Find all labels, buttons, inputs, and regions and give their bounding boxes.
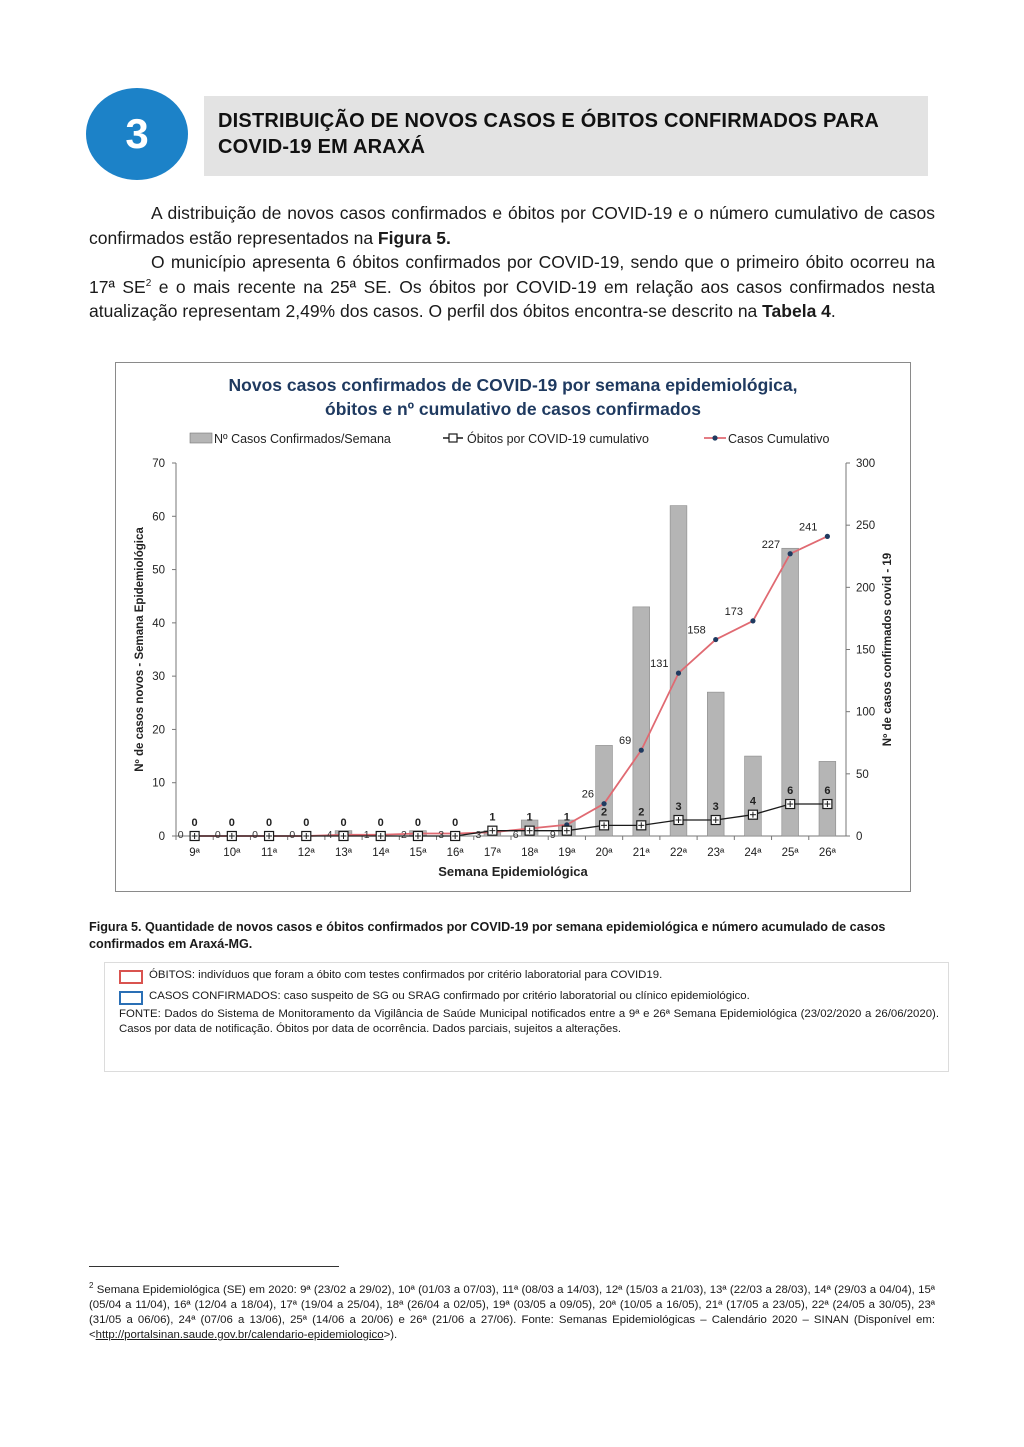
cumulative-data-label: 26	[581, 788, 595, 801]
x-tick-label: 23ª	[707, 847, 725, 859]
cumulative-data-label: 227	[761, 538, 781, 551]
legend-marker-cumulative	[712, 435, 717, 440]
deaths-data-label: 0	[340, 817, 347, 829]
footnote-divider	[89, 1266, 339, 1267]
deaths-data-label: 0	[191, 817, 198, 829]
left-y-tick-label: 0	[158, 831, 165, 843]
footnote	[89, 1283, 935, 1343]
deaths-data-label: 1	[563, 811, 570, 824]
cumulative-point-week-25	[788, 551, 793, 556]
legend-label-bars: Nº Casos Confirmados/Semana	[214, 432, 391, 446]
section-title	[218, 108, 918, 160]
legend-label-deaths: Óbitos por COVID-19 cumulativo	[467, 432, 650, 446]
left-y-axis-title: Nº de casos novos - Semana Epidemiológica	[134, 527, 146, 772]
deaths-data-label: 0	[265, 817, 273, 829]
bar-data-label: 9	[549, 829, 556, 841]
cumulative-point-week-24	[750, 618, 755, 623]
right-y-tick-label: 100	[856, 706, 876, 719]
x-tick-label: 10ª	[223, 847, 241, 859]
left-y-tick-label: 30	[152, 671, 165, 684]
deaths-data-label: 2	[600, 806, 608, 819]
x-tick-label: 20ª	[595, 847, 613, 859]
chart-title-line1: Novos casos confirmados de COVID-19 por semana epidemiológica,	[228, 375, 798, 395]
x-tick-label: 12ª	[297, 847, 315, 859]
legend-marker-deaths	[449, 434, 457, 442]
cumulative-point-week-23	[713, 637, 718, 642]
footnote-number: 2	[89, 1281, 94, 1291]
cumulative-data-label: 131	[650, 658, 669, 671]
x-tick-label: 11ª	[260, 847, 278, 859]
x-tick-label: 21ª	[632, 847, 650, 859]
right-y-tick-label: 0	[856, 831, 863, 843]
deaths-data-label: 6	[787, 785, 794, 798]
footnote-reference[interactable]: 2	[145, 277, 152, 289]
deaths-data-label: 1	[526, 811, 533, 824]
right-y-tick-label: 250	[856, 520, 876, 533]
deaths-data-label: 0	[452, 817, 459, 829]
x-tick-label: 18ª	[521, 847, 539, 859]
x-tick-label: 17ª	[483, 847, 501, 859]
cumulative-point-week-22	[676, 671, 681, 676]
cumulative-data-label: 241	[799, 521, 818, 534]
left-y-tick-label: 70	[152, 458, 165, 470]
calendar-link[interactable]: http://portalsinan.saude.gov.br/calendario-epidemiologico	[95, 1329, 384, 1341]
figure-reference: Figura 5.	[377, 227, 451, 248]
x-tick-label: 25ª	[781, 847, 799, 859]
notes-box	[104, 962, 949, 1072]
cumulative-data-label: 158	[687, 624, 706, 637]
deaths-data-label: 0	[228, 817, 235, 829]
deaths-data-label: 6	[824, 785, 831, 798]
bar-data-label: 2	[401, 829, 407, 841]
paragraph-1	[89, 201, 935, 250]
left-y-tick-label: 40	[152, 617, 165, 630]
bar-cases-week-23	[707, 692, 724, 836]
legend-label-cumulative: Casos Cumulativo	[728, 432, 830, 446]
right-y-tick-label: 200	[856, 582, 876, 595]
deaths-data-label: 3	[675, 801, 682, 814]
x-tick-label: 26ª	[818, 847, 836, 859]
paragraph-2	[89, 250, 935, 324]
chart-figure	[115, 362, 911, 892]
bar-data-label: 1	[363, 829, 370, 841]
obitos-legend-square	[119, 970, 143, 984]
bar-data-label: 0	[214, 829, 221, 841]
paragraph-2-end: .	[830, 301, 836, 321]
cumulative-data-label: 173	[724, 605, 743, 618]
cumulative-cases-line	[195, 536, 831, 836]
x-tick-label: 24ª	[744, 847, 762, 859]
bar-data-label: 0	[177, 829, 184, 841]
right-y-tick-label: 300	[856, 458, 876, 470]
x-tick-label: 19ª	[558, 847, 576, 859]
deaths-data-label: 0	[303, 817, 310, 829]
x-tick-label: 22ª	[669, 847, 688, 859]
left-y-tick-label: 20	[152, 724, 165, 737]
casos-legend-square	[119, 991, 143, 1005]
left-y-tick-label: 50	[152, 564, 165, 577]
paragraph-2-part1: O município apresenta 6 óbitos confirmados por COVID-19, sendo que o primeiro óbito ocorreu na 17ª SE	[89, 252, 935, 297]
legend-swatch-bars	[190, 433, 212, 443]
paragraph-2-part2: e o mais recente na 25ª SE. Os óbitos por COVID-19 em relação aos casos confirmados nesta atualização representam 2,49% dos casos. O perfil dos óbitos encontra-se descrito na	[89, 276, 935, 321]
table-reference: Tabela 4	[762, 301, 831, 321]
x-axis-title: Semana Epidemiológica	[438, 864, 588, 879]
right-y-tick-label: 50	[856, 768, 869, 781]
deaths-data-label: 2	[638, 806, 645, 819]
bar-data-label: 3	[475, 829, 482, 841]
x-tick-label: 13ª	[334, 847, 353, 859]
bar-data-label: 0	[252, 829, 258, 841]
bar-cases-week-26	[819, 761, 836, 836]
footnote-end: >).	[383, 1329, 398, 1341]
cumulative-point-week-26	[825, 534, 830, 539]
deaths-data-label: 0	[377, 817, 384, 829]
x-tick-label: 9ª	[189, 847, 200, 859]
chart-title-line2: óbitos e nº cumulativo de casos confirmados	[325, 399, 701, 419]
note-obitos: ÓBITOS: indivíduos que foram a óbito com testes confirmados por critério laboratorial para COVID19.	[149, 969, 663, 981]
section-title-line1: DISTRIBUIÇÃO DE NOVOS CASOS E ÓBITOS CONFIRMADOS PARA	[218, 110, 880, 132]
x-tick-label: 14ª	[372, 847, 390, 859]
bar-data-label: 3	[438, 829, 445, 841]
note-fonte: FONTE: Dados do Sistema de Monitoramento da Vigilância de Saúde Municipal notificados entre a 9ª e 26ª Semana Epidemiológica (23/02/2020 a 26/06/2020). Casos por data de notificação. Óbitos por data de ocorrência. Dados parciais, sujeitos a alterações.	[119, 1008, 939, 1035]
combo-chart	[116, 363, 910, 891]
section-title-line2: COVID-19 EM ARAXÁ	[218, 136, 426, 158]
left-y-tick-label: 10	[152, 777, 165, 790]
bar-cases-week-21	[633, 607, 650, 836]
deaths-data-label: 4	[749, 795, 757, 808]
right-y-tick-label: 150	[856, 644, 876, 657]
section-number-badge: 3	[86, 88, 188, 180]
deaths-data-label: 0	[414, 817, 422, 829]
bar-data-label: 4	[326, 829, 333, 841]
deaths-data-label: 3	[712, 801, 719, 814]
note-casos: CASOS CONFIRMADOS: caso suspeito de SG ou SRAG confirmado por critério laboratorial ou clínico epidemiológico.	[149, 990, 750, 1002]
right-y-axis-title: Nº de casos confirmados covid - 19	[882, 552, 894, 747]
cumulative-point-week-21	[639, 748, 644, 753]
bar-data-label: 6	[512, 829, 519, 841]
deaths-data-label: 1	[489, 811, 496, 824]
footnote-text: Semana Epidemiológica (SE) em 2020: 9ª (23/02 a 29/02), 10ª (01/03 a 07/03), 11ª (08/03 a 14/03), 12ª (15/03 a 21/03), 13ª (22/03 a 28/03), 14ª (29/03 a 04/04), 15ª (05/04 a 11/04), 16ª (12/04 a 18/04), 17ª (19/04 a 25/04), 18ª (26/04 a 02/05), 19ª (03/05 a 09/05), 20ª (10/05 a 16/05), 21ª (17/05 a 23/05), 22ª (24/05 a 30/05), 23ª (31/05 a 06/06), 24ª (07/06 a 13/06), 25ª (14/06 a 20/06) e 26ª (21/06 a 27/06). Fonte: Semanas Epidemiológicas – Calendário 2020 – SINAN (Disponível em:<	[89, 1284, 935, 1341]
x-tick-label: 16ª	[446, 847, 464, 859]
paragraph-1-text: A distribuição de novos casos confirmados e óbitos por COVID-19 e o número cumulativo de casos confirmados estão representados na	[89, 203, 935, 248]
cumulative-data-label: 69	[619, 735, 632, 748]
left-y-tick-label: 60	[152, 511, 165, 524]
section-header	[86, 88, 928, 180]
x-tick-label: 15ª	[409, 847, 427, 859]
bar-data-label: 0	[289, 829, 296, 841]
figure-caption: Figura 5. Quantidade de novos casos e óbitos confirmados por COVID-19 por semana epidemiológica e número acumulado de casos confirmados em Araxá-MG.	[89, 920, 886, 951]
